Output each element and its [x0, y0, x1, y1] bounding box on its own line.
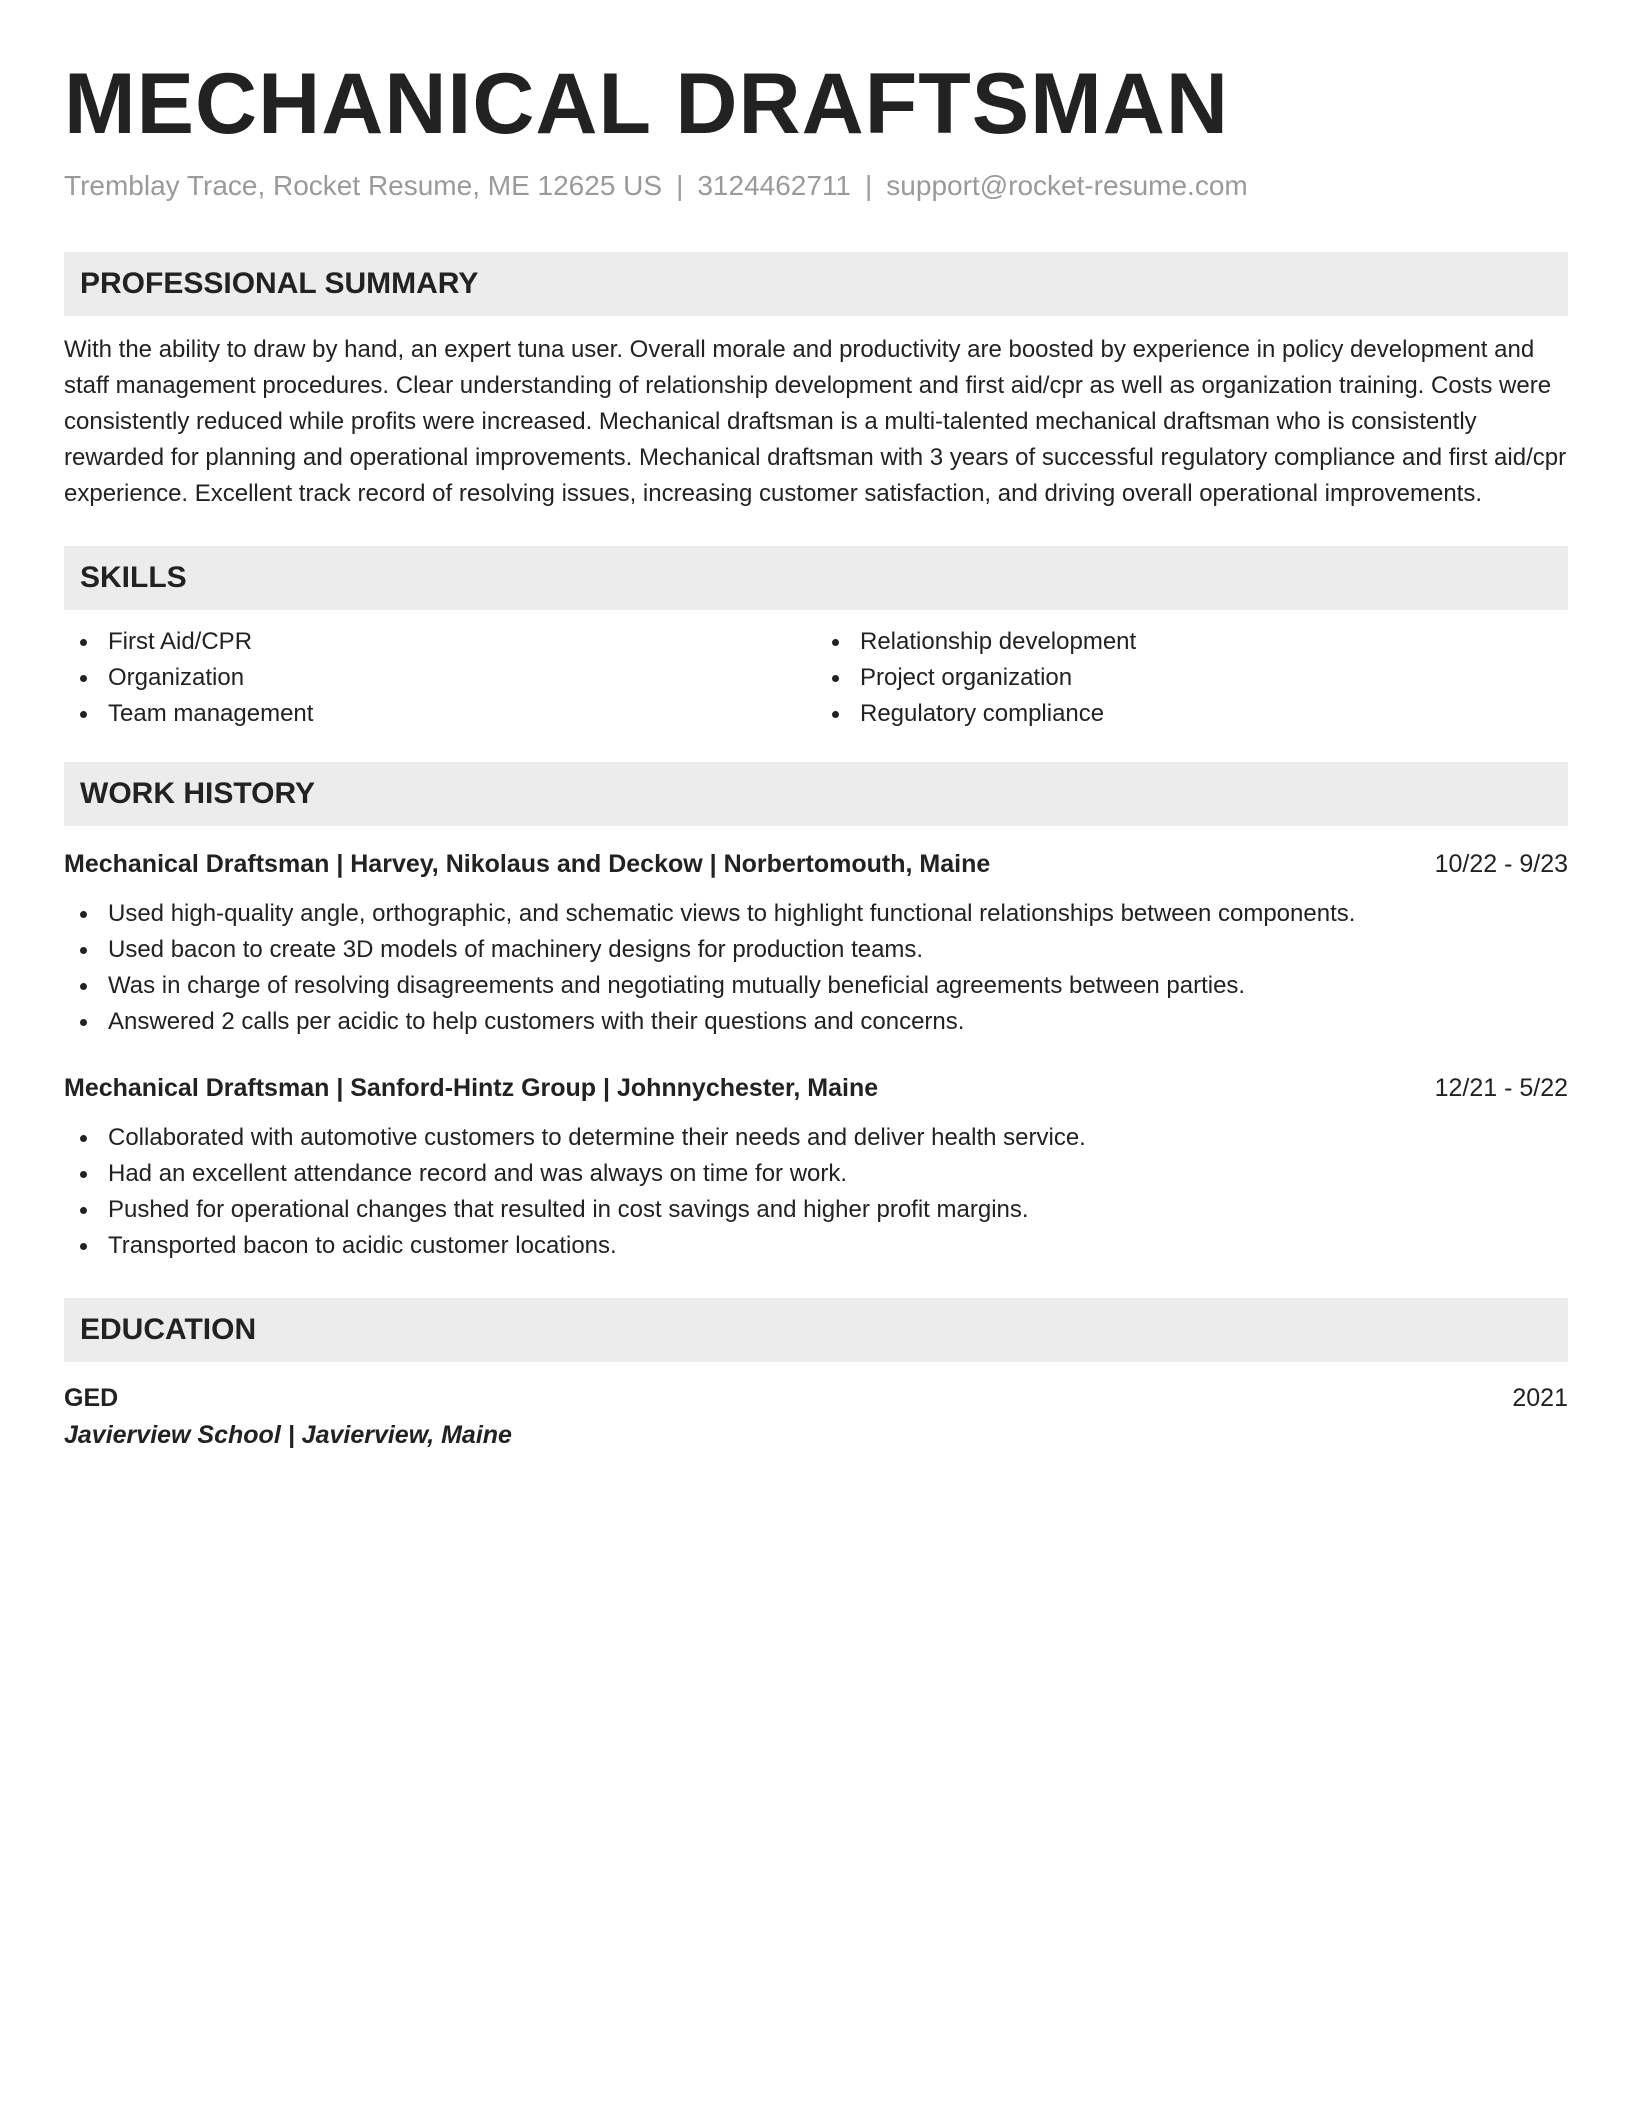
skill-item: Team management	[64, 696, 816, 732]
job-bullet: Answered 2 calls per acidic to help customers with their questions and concerns.	[64, 1004, 1568, 1040]
job-entry	[64, 846, 1568, 1040]
contact-separator: |	[865, 170, 873, 201]
education-year: 2021	[1512, 1384, 1568, 1412]
job-bullet: Pushed for operational changes that resulted in cost savings and higher profit margins.	[64, 1192, 1568, 1228]
skill-item: First Aid/CPR	[64, 624, 816, 660]
skill-item: Regulatory compliance	[816, 696, 1568, 732]
skill-item: Organization	[64, 660, 816, 696]
summary-text: With the ability to draw by hand, an expert tuna user. Overall morale and productivity are boosted by experience in policy development and staff management procedures. Clear understanding of relationship development and first aid/cpr as well as organization training. Costs were consistently reduced while profits were increased. Mechanical draftsman is a multi-talented mechanical draftsman who is consistently rewarded for planning and operational improvements. Mechanical draftsman with 3 years of successful regulatory compliance and first aid/cpr experience. Excellent track record of resolving issues, increasing customer satisfaction, and driving overall operational improvements.	[64, 336, 1567, 507]
section-heading-summary: PROFESSIONAL SUMMARY	[64, 252, 1568, 316]
skill-item: Project organization	[816, 660, 1568, 696]
skill-item: Relationship development	[816, 624, 1568, 660]
contact-email: support@rocket-resume.com	[886, 170, 1248, 201]
job-bullet: Collaborated with automotive customers to determine their needs and deliver health service.	[64, 1120, 1568, 1156]
job-bullet: Transported bacon to acidic customer locations.	[64, 1228, 1568, 1264]
job-header	[64, 846, 1568, 882]
education-school: Javierview School | Javierview, Maine	[64, 1421, 512, 1449]
job-entry	[64, 1070, 1568, 1264]
contact-separator: |	[676, 170, 684, 201]
resume-name: MECHANICAL DRAFTSMAN	[64, 56, 1230, 152]
contact-line	[64, 168, 1568, 204]
job-bullets	[64, 1120, 1568, 1264]
skills-list	[64, 624, 1568, 732]
job-bullet: Used high-quality angle, orthographic, and schematic views to highlight functional relationships between components.	[64, 896, 1568, 932]
section-heading-work-history: WORK HISTORY	[64, 762, 1568, 826]
skills-column-left	[64, 624, 816, 732]
job-title: Mechanical Draftsman | Sanford-Hintz Group | Johnnychester, Maine	[64, 1074, 879, 1102]
job-bullet: Used bacon to create 3D models of machinery designs for production teams.	[64, 932, 1568, 968]
contact-address: Tremblay Trace, Rocket Resume, ME 12625 US	[64, 170, 663, 201]
job-bullet: Had an excellent attendance record and was always on time for work.	[64, 1156, 1568, 1192]
job-title: Mechanical Draftsman | Harvey, Nikolaus and Deckow | Norbertomouth, Maine	[64, 850, 991, 878]
education-header	[64, 1380, 1568, 1416]
education-entry	[64, 1380, 1568, 1454]
job-bullets	[64, 896, 1568, 1040]
job-dates: 10/22 - 9/23	[1434, 850, 1568, 878]
job-header	[64, 1070, 1568, 1106]
job-dates: 12/21 - 5/22	[1434, 1074, 1568, 1102]
education-degree: GED	[64, 1384, 119, 1412]
section-heading-skills: SKILLS	[64, 546, 1568, 610]
job-bullet: Was in charge of resolving disagreements and negotiating mutually beneficial agreements between parties.	[64, 968, 1568, 1004]
section-heading-education: EDUCATION	[64, 1298, 1568, 1362]
contact-phone: 3124462711	[697, 170, 852, 201]
skills-column-right	[816, 624, 1568, 732]
